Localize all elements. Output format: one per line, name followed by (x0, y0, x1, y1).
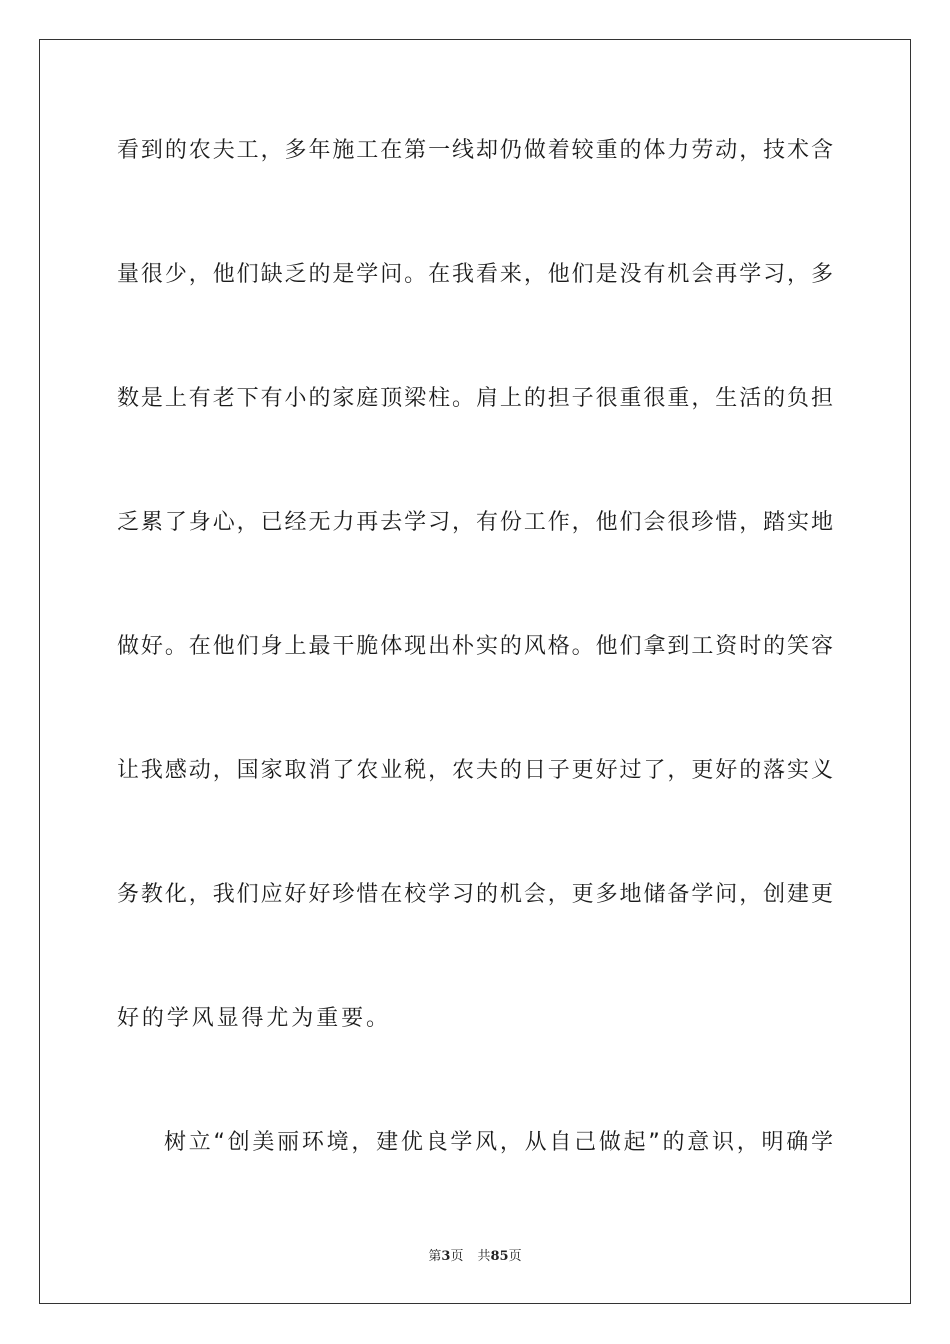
paragraph-start-line: 树立“创美丽环境，建优良学风，从自己做起”的意识，明确学 (164, 1130, 833, 1155)
page-suffix: 页 (450, 1249, 464, 1264)
text-line: 让我感动，国家取消了农业税，农夫的日子更好过了，更好的落实义 (117, 758, 833, 783)
total-pages: 85 (490, 1249, 509, 1264)
page-prefix: 第 (428, 1249, 442, 1264)
text-line: 务教化，我们应好好珍惜在校学习的机会，更多地储备学问，创建更 (117, 882, 833, 907)
text-line: 做好。在他们身上最干脆体现出朴实的风格。他们拿到工资时的笑容 (117, 634, 833, 659)
page-border (39, 39, 911, 1304)
total-suffix: 页 (508, 1249, 522, 1264)
page-footer (0, 1245, 950, 1264)
text-line: 乏累了身心，已经无力再去学习，有份工作，他们会很珍惜，踏实地 (117, 510, 833, 535)
total-prefix: 共 (477, 1249, 491, 1264)
text-line-last: 好的学风显得尤为重要。 (117, 1006, 391, 1031)
text-line: 量很少，他们缺乏的是学问。在我看来，他们是没有机会再学习，多 (117, 262, 833, 287)
text-line: 看到的农夫工，多年施工在第一线却仍做着较重的体力劳动，技术含 (117, 138, 833, 163)
page-number: 3 (441, 1249, 451, 1264)
text-line: 数是上有老下有小的家庭顶梁柱。肩上的担子很重很重，生活的负担 (117, 386, 833, 411)
